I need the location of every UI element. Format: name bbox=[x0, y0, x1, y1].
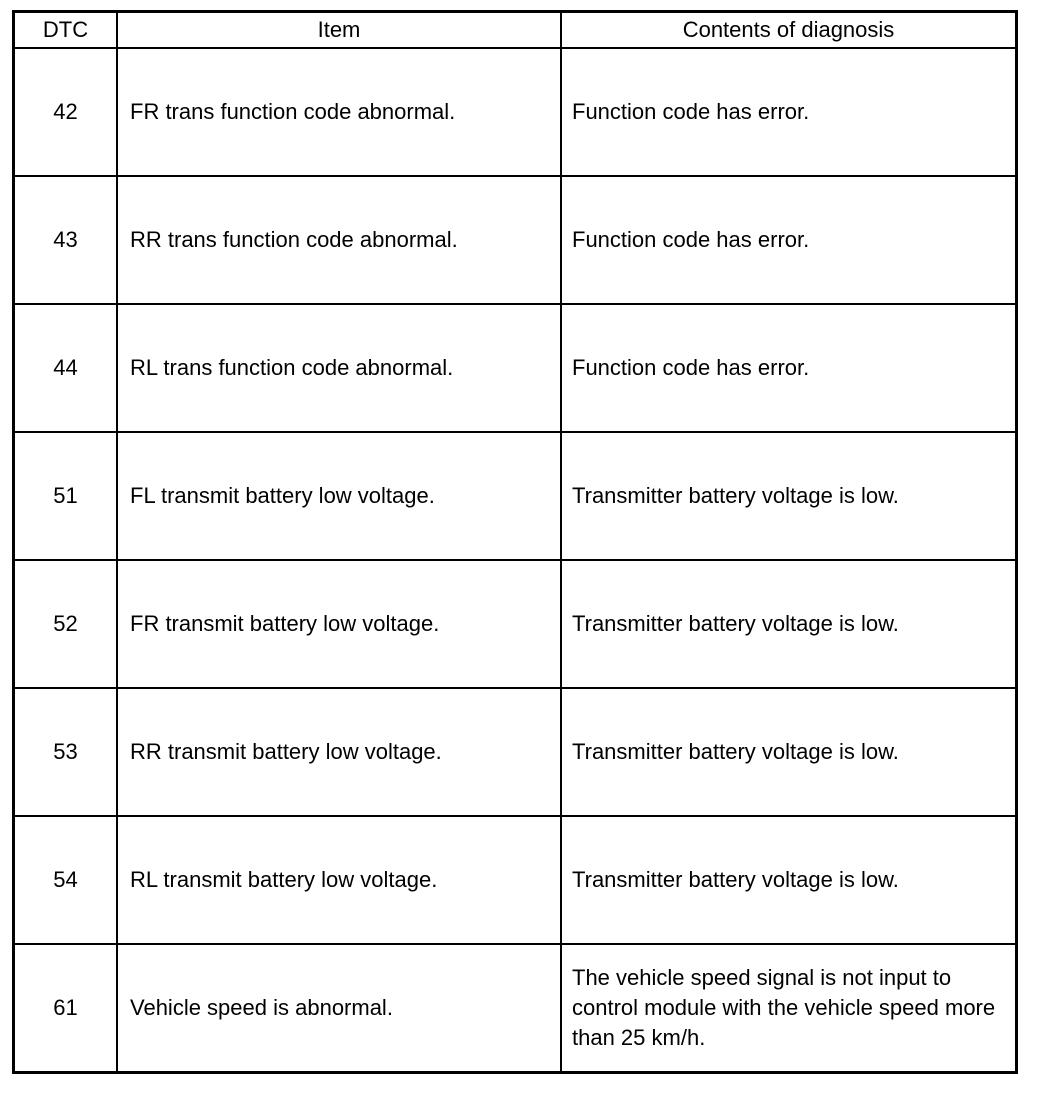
dtc-code: 54 bbox=[14, 816, 118, 944]
dtc-code: 42 bbox=[14, 48, 118, 176]
table-row bbox=[14, 816, 1017, 944]
item-text: RR transmit battery low voltage. bbox=[117, 688, 561, 816]
diagnosis-text: Transmitter battery voltage is low. bbox=[561, 816, 1017, 944]
item-text: FR trans function code abnormal. bbox=[117, 48, 561, 176]
item-text: Vehicle speed is abnormal. bbox=[117, 944, 561, 1073]
dtc-code: 52 bbox=[14, 560, 118, 688]
table-row bbox=[14, 944, 1017, 1073]
table-row bbox=[14, 560, 1017, 688]
header-item: Item bbox=[117, 12, 561, 49]
item-text: FL transmit battery low voltage. bbox=[117, 432, 561, 560]
header-diagnosis: Contents of diagnosis bbox=[561, 12, 1017, 49]
dtc-code: 53 bbox=[14, 688, 118, 816]
dtc-table bbox=[12, 10, 1018, 1074]
diagnosis-text: Function code has error. bbox=[561, 48, 1017, 176]
diagnosis-text: Function code has error. bbox=[561, 304, 1017, 432]
diagnosis-text: Function code has error. bbox=[561, 176, 1017, 304]
diagnosis-text: Transmitter battery voltage is low. bbox=[561, 432, 1017, 560]
table-row bbox=[14, 176, 1017, 304]
diagnosis-text: Transmitter battery voltage is low. bbox=[561, 688, 1017, 816]
dtc-code: 44 bbox=[14, 304, 118, 432]
item-text: RL trans function code abnormal. bbox=[117, 304, 561, 432]
item-text: FR transmit battery low voltage. bbox=[117, 560, 561, 688]
diagnosis-text: Transmitter battery voltage is low. bbox=[561, 560, 1017, 688]
table-row bbox=[14, 304, 1017, 432]
item-text: RL transmit battery low voltage. bbox=[117, 816, 561, 944]
table-row bbox=[14, 432, 1017, 560]
header-dtc: DTC bbox=[14, 12, 118, 49]
header-row bbox=[14, 12, 1017, 49]
table-row bbox=[14, 688, 1017, 816]
table-row bbox=[14, 48, 1017, 176]
diagnosis-text: The vehicle speed signal is not input to control module with the vehicle speed more than 25 km/h. bbox=[561, 944, 1017, 1073]
item-text: RR trans function code abnormal. bbox=[117, 176, 561, 304]
dtc-code: 61 bbox=[14, 944, 118, 1073]
dtc-code: 43 bbox=[14, 176, 118, 304]
dtc-code: 51 bbox=[14, 432, 118, 560]
